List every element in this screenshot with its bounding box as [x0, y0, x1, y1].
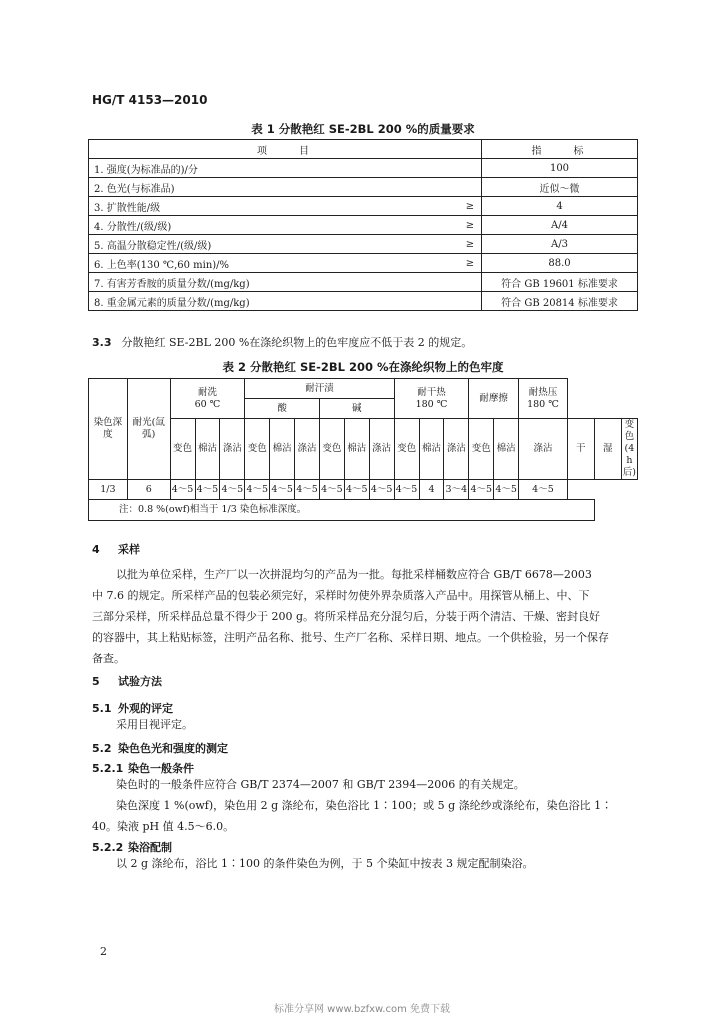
row-item: 2. 色光(与标准品): [89, 178, 460, 197]
table-note-row: [89, 500, 638, 521]
table-row: [89, 254, 638, 273]
cell: 4～5: [344, 480, 369, 500]
paragraph-line: 染色时的一般条件应符合 GB/T 2374—2007 和 GB/T 2394—2006 的有关规定。: [116, 778, 525, 791]
cell: 1/3: [89, 480, 128, 500]
clause-text: 分散艳红 SE-2BL 200 %在涤纶织物上的色牢度应不低于表 2 的规定。: [121, 336, 473, 349]
sub-polyester: 涤沾: [519, 419, 568, 480]
cell: 4～5: [494, 480, 519, 500]
sub-change: 变色: [319, 419, 344, 480]
header-index: 指 标: [482, 140, 638, 159]
sub-change: 变色: [394, 419, 419, 480]
section-title: 染色色光和强度的测定: [118, 742, 228, 755]
press-temp: 180 ℃: [527, 398, 559, 410]
row-item: 7. 有害芳香胺的质量分数/(mg/kg): [89, 273, 460, 292]
section-title: 染色一般条件: [128, 762, 194, 775]
sub-cotton: 棉沾: [270, 419, 295, 480]
header-alkali: 碱: [319, 399, 394, 419]
cell: 4～5: [394, 480, 419, 500]
row-item: 6. 上色率(130 ℃,60 min)/%: [89, 254, 460, 273]
sub-change: 变色: [170, 419, 195, 480]
cell: 4～5: [319, 480, 344, 500]
row-operator: [459, 178, 482, 197]
table-row: [89, 216, 638, 235]
section-title: 试验方法: [118, 675, 162, 688]
row-value: 符合 GB 19601 标准要求: [482, 273, 638, 292]
row-operator: ≥: [459, 254, 482, 273]
section-5-2-heading: [92, 740, 228, 756]
section-number: 5.2.2: [92, 841, 124, 854]
sub-polyester: 涤沾: [369, 419, 394, 480]
dryheat-label: 耐干热: [417, 386, 446, 398]
header-item: 项 目: [89, 140, 482, 159]
table1-caption: 表 1 分散艳红 SE-2BL 200 %的质量要求: [251, 122, 475, 136]
table-row: [89, 197, 638, 216]
page-number: 2: [100, 945, 107, 958]
cell: 4～5: [195, 480, 220, 500]
row-operator: ≥: [459, 197, 482, 216]
color-fastness-table: [88, 378, 638, 521]
header-depth: 染色深度: [89, 379, 128, 480]
row-operator: ≥: [459, 235, 482, 254]
row-operator: [459, 292, 482, 311]
row-value: 4: [482, 197, 638, 216]
clause-number: 3.3: [92, 336, 112, 349]
section-4-body: [92, 564, 640, 669]
table-header-row: [89, 140, 638, 159]
section-number: 5.2.1: [92, 762, 124, 775]
table-row: [89, 159, 638, 178]
header-dryheat: [394, 379, 469, 419]
sub-press-change: 变色(4 h 后): [622, 419, 637, 478]
cell: 6: [127, 480, 170, 500]
paragraph-line: 三部分采样，所采样品总量不得少于 200 g。将所采样品充分混匀后，分装于两个清洁、干燥、密封良好: [92, 610, 601, 623]
press-label: 耐热压: [528, 386, 558, 398]
cell: 3～4: [444, 480, 469, 500]
sub-dry: 干: [567, 419, 594, 480]
header-press: [519, 379, 568, 419]
cell: 4～5: [369, 480, 394, 500]
row-operator: [459, 273, 482, 292]
cell: 4～5: [170, 480, 195, 500]
section-number: 5: [92, 675, 100, 688]
sub-polyester: 涤沾: [295, 419, 320, 480]
row-value: 近似～微: [482, 178, 638, 197]
sub-cotton: 棉沾: [419, 419, 444, 480]
section-5-2-1-body: [92, 774, 640, 837]
paragraph-line: 染色深度 1 %(owf)，染色用 2 g 涤纶布，染色浴比 1∶100；或 5 g 涤纶纱或涤纶布，染色浴比 1∶: [116, 799, 613, 812]
section-number: 5.2: [92, 742, 112, 755]
paragraph-line: 以批为单位采样，生产厂以一次拼混均匀的产品为一批。每批采样桶数应符合 GB/T 6678—2003: [116, 568, 592, 581]
row-item: 4. 分散性/(级/级): [89, 216, 460, 235]
standard-code: HG/T 4153—2010: [92, 93, 208, 107]
row-item: 1. 强度(为标准品的)/分: [89, 159, 460, 178]
cell: 4～5: [220, 480, 245, 500]
cell: 4～5: [469, 480, 494, 500]
row-item: 8. 重金属元素的质量分数/(mg/kg): [89, 292, 460, 311]
sub-wet: 湿: [594, 419, 621, 480]
watermark-footer: 标准分享网 www.bzfxw.com 免费下载: [274, 1004, 450, 1015]
section-number: 5.1: [92, 702, 112, 715]
row-operator: [459, 159, 482, 178]
cell: 4～5: [270, 480, 295, 500]
table-row: [89, 178, 638, 197]
cell: 4～5: [295, 480, 320, 500]
sub-cotton: 棉沾: [494, 419, 519, 480]
paragraph-line: 中 7.6 的规定。所采样产品的包装必须完好，采样时勿使外界杂质落入产品中。用探管从桶上、中、下: [92, 589, 590, 602]
table-note: 注：0.8 %(owf)相当于 1/3 染色标准深度。: [89, 500, 595, 521]
section-title: 采样: [118, 543, 140, 556]
dryheat-temp: 180 ℃: [415, 398, 448, 410]
header-light: 耐光(氙弧): [127, 379, 170, 480]
sub-change: 变色: [245, 419, 270, 480]
quality-requirements-table: [88, 139, 638, 311]
section-4-heading: [92, 541, 140, 557]
table-row: [89, 273, 638, 292]
sub-polyester: 涤沾: [444, 419, 469, 480]
table-row: [89, 292, 638, 311]
header-acid: 酸: [245, 399, 320, 419]
section-title: 外观的评定: [118, 702, 173, 715]
wash-label: 耐洗: [197, 386, 217, 398]
table-row: [89, 480, 638, 500]
paragraph-line: 备查。: [92, 652, 125, 665]
sub-cotton: 棉沾: [344, 419, 369, 480]
cell: 4～5: [519, 480, 568, 500]
table-header-row: [89, 379, 638, 399]
section-title: 染浴配制: [128, 841, 172, 854]
paragraph-line: 40。染液 pH 值 4.5～6.0。: [92, 820, 235, 833]
header-sweat: 耐汗渍: [245, 379, 394, 399]
row-value: A/4: [482, 216, 638, 235]
header-rub: 耐摩擦: [469, 379, 519, 419]
sub-cotton: 棉沾: [195, 419, 220, 480]
row-item: 3. 扩散性能/级: [89, 197, 460, 216]
row-value: 100: [482, 159, 638, 178]
section-5-heading: [92, 673, 162, 689]
cell: 4: [419, 480, 444, 500]
table-subheader-row: [89, 419, 638, 480]
paragraph-line: 的容器中，其上粘贴标签，注明产品名称、批号、生产厂名称、采样日期、地点。一个供检验，另一个保存: [92, 631, 609, 644]
row-value: A/3: [482, 235, 638, 254]
row-item: 5. 高温分散稳定性/(级/级): [89, 235, 460, 254]
cell: 4～5: [245, 480, 270, 500]
wash-temp: 60 ℃: [194, 398, 221, 410]
table-row: [89, 235, 638, 254]
row-value: 符合 GB 20814 标准要求: [482, 292, 638, 311]
row-operator: ≥: [459, 216, 482, 235]
sub-change: 变色: [469, 419, 494, 480]
row-value: 88.0: [482, 254, 638, 273]
section-5-1-text: 采用目视评定。: [116, 718, 193, 731]
section-number: 4: [92, 543, 100, 556]
section-5-2-2-text: 以 2 g 涤纶布，浴比 1∶100 的条件染色为例，于 5 个染缸中按表 3 规定配制染浴。: [116, 857, 534, 870]
header-wash: [170, 379, 245, 419]
table2-caption: 表 2 分散艳红 SE-2BL 200 %在涤纶织物上的色牢度: [222, 360, 504, 374]
clause-3-3: [92, 332, 472, 353]
sub-polyester: 涤沾: [220, 419, 245, 480]
